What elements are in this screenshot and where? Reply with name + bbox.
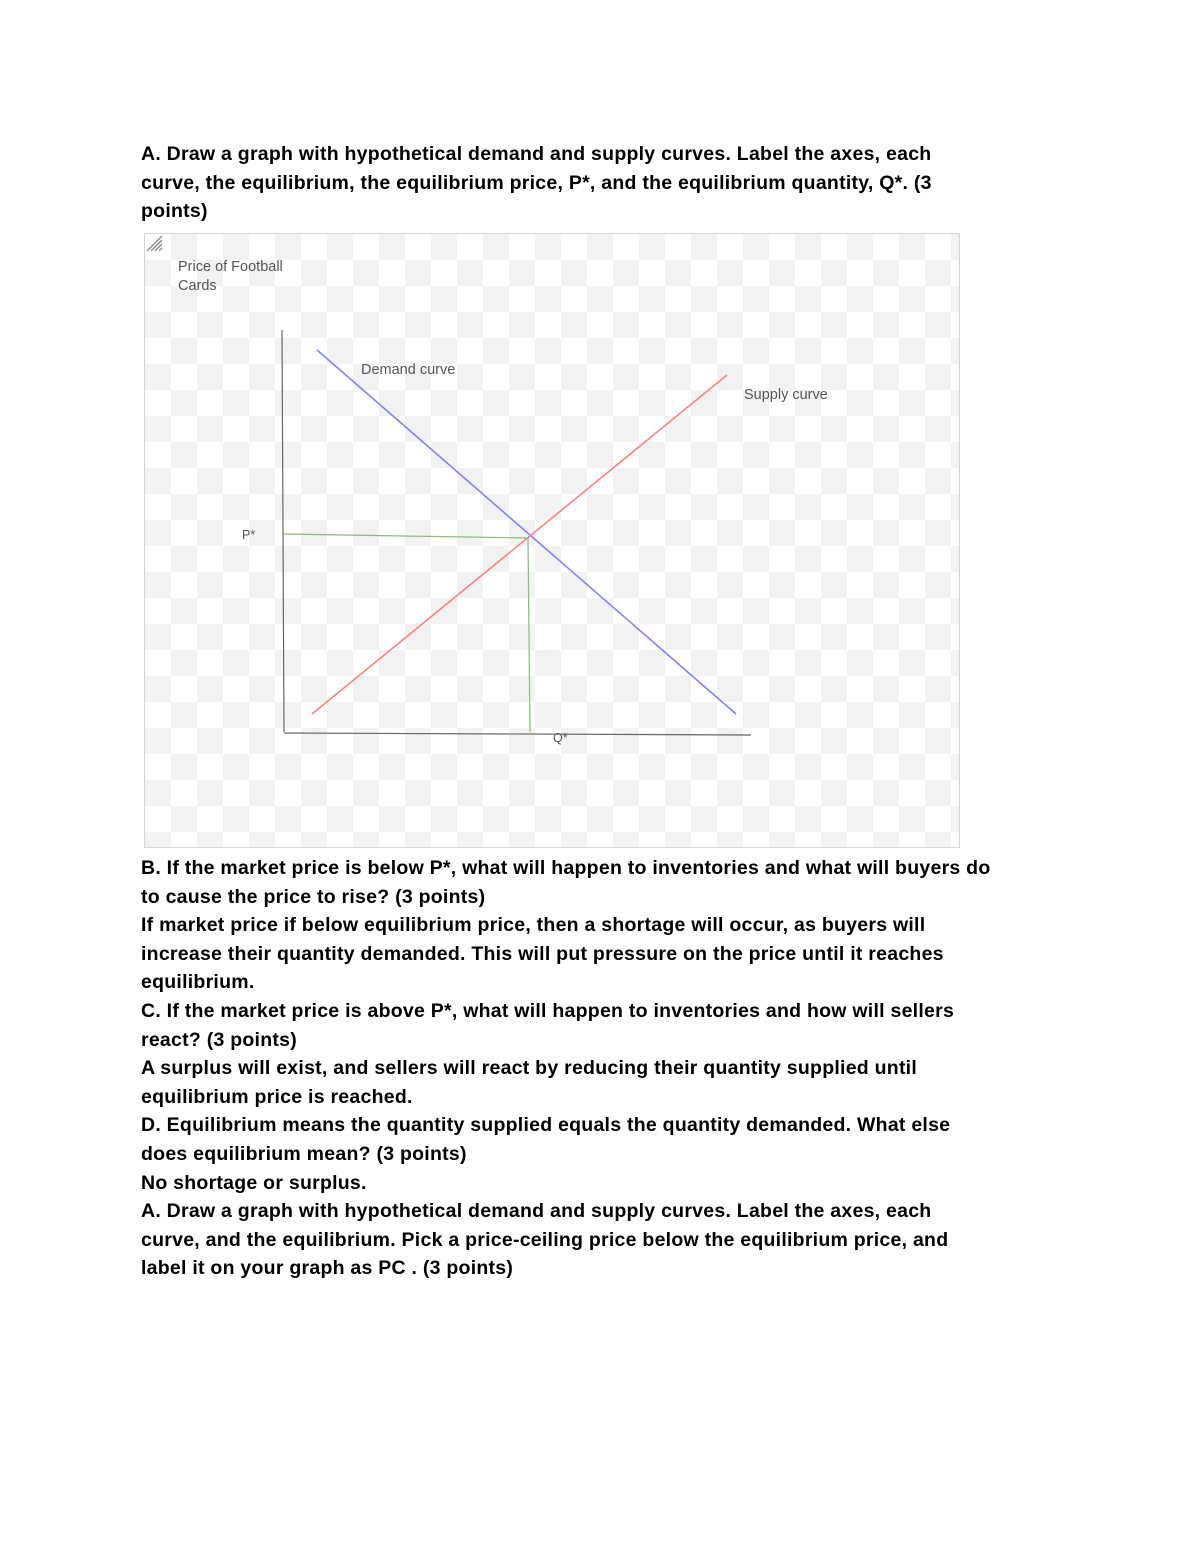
- question-d-prompt: D. Equilibrium means the quantity supplied equals the quantity demanded. What else: [141, 1114, 951, 1137]
- text-line: A. Draw a graph with hypothetical demand and supply curves. Label the axes, each: [141, 143, 932, 165]
- answer-b: increase their quantity demanded. This will put pressure on the price until it reaches: [141, 942, 944, 965]
- question-a-prompt: [141, 140, 1071, 226]
- question-c-prompt: react? (3 points): [141, 1028, 297, 1051]
- question-d-prompt: does equilibrium mean? (3 points): [141, 1142, 467, 1165]
- answer-c: A surplus will exist, and sellers will react by reducing their quantity supplied until: [141, 1057, 918, 1080]
- equilibrium-price-line: [284, 534, 528, 538]
- equilibrium-price-label: P*: [242, 528, 256, 542]
- equilibrium-quantity-line: [528, 538, 530, 732]
- graph-canvas: [145, 234, 959, 847]
- question-c-prompt: C. If the market price is above P*, what will happen to inventories and how will sellers: [141, 999, 955, 1022]
- answer-d: No shortage or surplus.: [141, 1171, 367, 1194]
- question-a2-prompt: A. Draw a graph with hypothetical demand and supply curves. Label the axes, each: [141, 1200, 932, 1223]
- text-line: curve, the equilibrium, the equilibrium price, P*, and the equilibrium quantity, Q*. (3: [141, 171, 932, 194]
- answer-b: equilibrium.: [141, 971, 255, 994]
- y-axis: [282, 330, 284, 732]
- x-axis: [284, 733, 751, 735]
- supply-demand-graph: [144, 233, 960, 848]
- supply-curve-label: Supply curve: [744, 387, 828, 403]
- question-a2-prompt: curve, and the equilibrium. Pick a price-ceiling price below the equilibrium price, and: [141, 1228, 949, 1251]
- question-a2-prompt: label it on your graph as PC . (3 points): [141, 1257, 514, 1280]
- equilibrium-quantity-label: Q*: [553, 731, 568, 745]
- question-b-prompt: to cause the price to rise? (3 points): [141, 885, 486, 908]
- supply-curve: [312, 375, 727, 714]
- y-axis-label-line1: Price of Football: [178, 259, 283, 275]
- text-line: points): [141, 200, 208, 223]
- question-b-prompt: B. If the market price is below P*, what will happen to inventories and what will buyers do: [141, 857, 991, 879]
- answer-c: equilibrium price is reached.: [141, 1085, 413, 1108]
- resize-handle-icon[interactable]: [145, 234, 163, 252]
- answer-b: If market price if below equilibrium price, then a shortage will occur, as buyers will: [141, 914, 926, 937]
- answers-section: [141, 854, 1071, 1283]
- y-axis-label-line2: Cards: [178, 278, 217, 294]
- demand-curve-label: Demand curve: [361, 362, 456, 378]
